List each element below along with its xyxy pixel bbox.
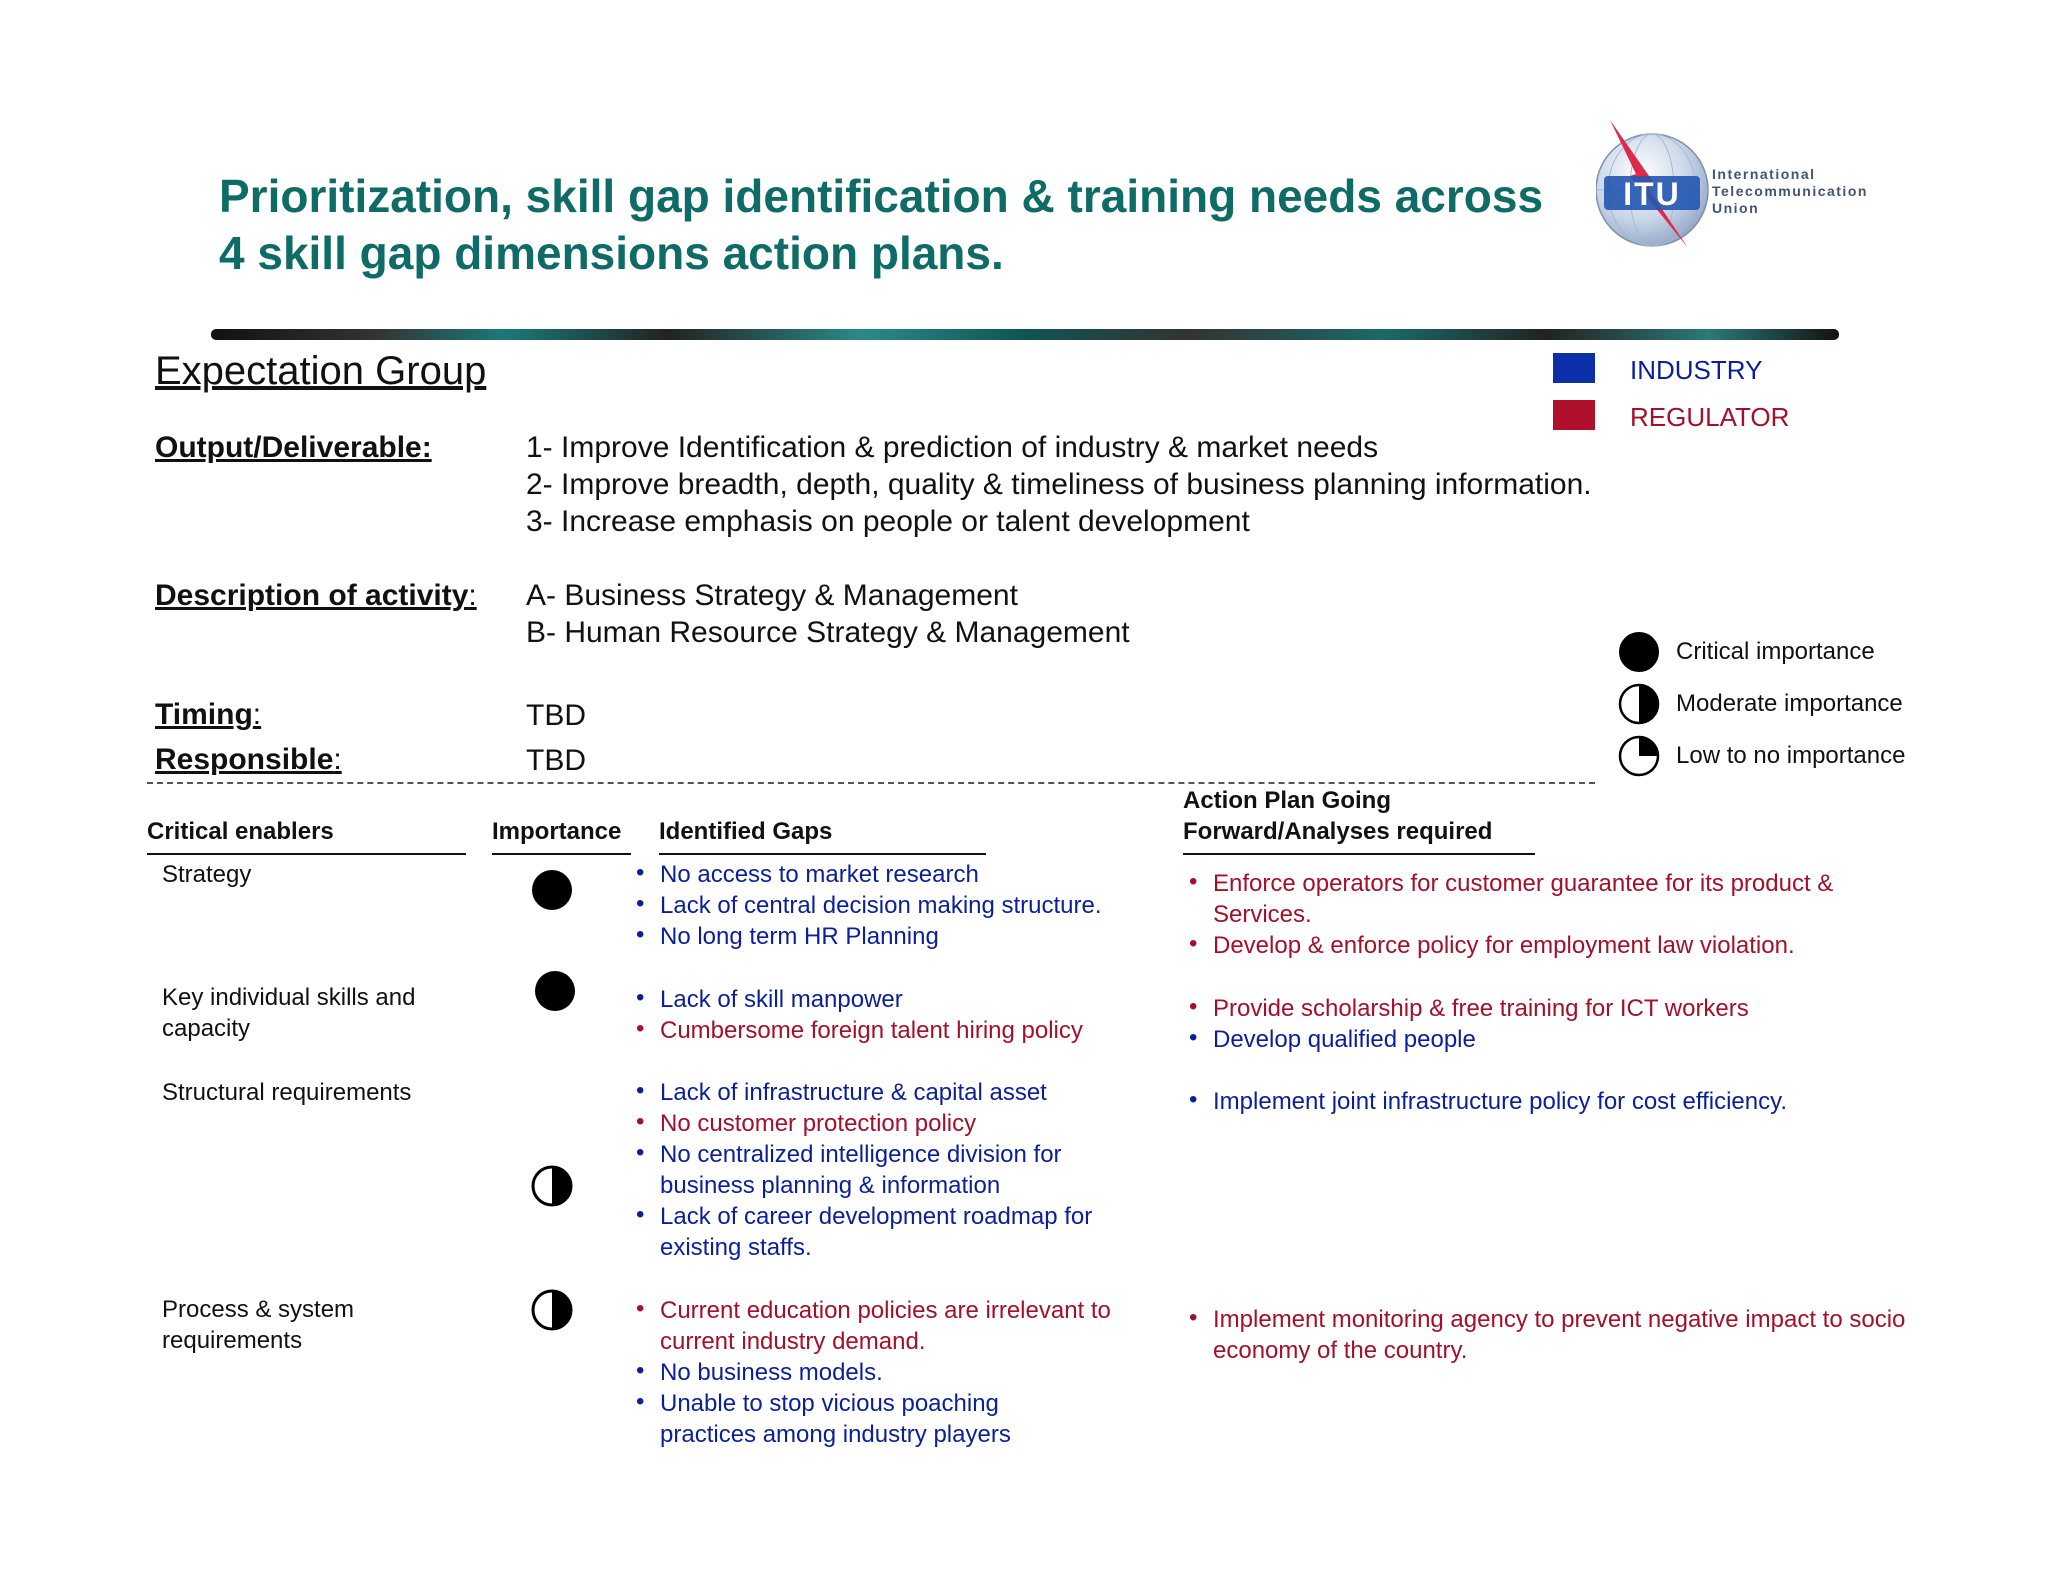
section-title: Expectation Group: [155, 349, 487, 393]
header-importance: Importance: [492, 818, 622, 845]
output-list: [526, 429, 1592, 540]
legend-industry-swatch: [1553, 353, 1595, 383]
page-title-line-2: 4 skill gap dimensions action plans.: [219, 227, 1004, 279]
description-item-b: B- Human Resource Strategy & Management: [526, 616, 1130, 649]
output-item-3: 3- Increase emphasis on people or talent development: [526, 505, 1250, 538]
actions-list-process-system-requirements: [1189, 1304, 1909, 1366]
enabler-key-individual-skills: Key individual skills and capacity: [162, 984, 416, 1042]
output-item-1: 1- Improve Identification & prediction of industry & market needs: [526, 431, 1379, 464]
output-item-2: 2- Improve breadth, depth, quality & timeliness of business planning information.: [526, 468, 1592, 501]
gap-item: • Lack of skill manpower: [636, 984, 1156, 1015]
actions-list-structural-requirements: [1189, 1086, 1909, 1117]
importance-legend-moderate-label: Moderate importance: [1676, 690, 1903, 717]
enabler-process-system-requirements: Process & system requirements: [162, 1296, 355, 1354]
header-rule-gaps: [659, 853, 986, 855]
gaps-list-strategy: [636, 859, 1156, 952]
logo-org-name: [1712, 166, 1868, 217]
legend-industry-label: INDUSTRY: [1630, 355, 1763, 385]
gaps-list-structural-requirements: [636, 1077, 1156, 1263]
timing-label-colon: :: [252, 698, 262, 731]
header-action-plan-line-1: Action Plan Going: [1183, 787, 1391, 814]
half-circle-icon: [530, 1288, 574, 1332]
gaps-list-process-system-requirements: [636, 1295, 1156, 1450]
full-circle-icon: [530, 868, 574, 912]
logo-name-line-1: International: [1712, 166, 1816, 182]
description-label-colon: :: [468, 579, 477, 612]
timing-label: [155, 698, 261, 732]
gap-item: • Current education policies are irrelevant to current industry demand.: [636, 1295, 1140, 1357]
importance-legend-critical-label: Critical importance: [1676, 638, 1875, 665]
page-title: [219, 168, 1599, 282]
gap-item: • Lack of infrastructure & capital asset: [636, 1077, 1156, 1108]
action-item: • Enforce operators for customer guarantee for its product & Services.: [1189, 868, 1909, 930]
importance-legend-moderate: [1618, 684, 2038, 724]
page-title-line-1: Prioritization, skill gap identification & training needs across: [219, 170, 1544, 222]
quarter-circle-icon: [1618, 735, 1660, 777]
importance-legend-low: [1618, 736, 2038, 776]
half-circle-icon: [1618, 683, 1660, 725]
header-identified-gaps: Identified Gaps: [659, 818, 833, 845]
timing-value: TBD: [526, 699, 586, 732]
responsible-label-colon: :: [333, 743, 342, 776]
header-rule-enablers: [147, 853, 466, 855]
full-circle-icon: [533, 969, 577, 1013]
gap-item: • Cumbersome foreign talent hiring policy: [636, 1015, 1156, 1046]
importance-legend-critical: [1618, 632, 2038, 672]
timing-label-text: Timing: [155, 698, 253, 731]
header-rule-importance: [492, 853, 631, 855]
gap-item: • No business models.: [636, 1357, 1156, 1388]
action-item: • Provide scholarship & free training for ICT workers: [1189, 993, 1909, 1024]
action-item: • Develop qualified people: [1189, 1024, 1909, 1055]
responsible-label-text: Responsible: [155, 743, 334, 776]
section-separator: [147, 782, 1595, 784]
responsible-value: TBD: [526, 744, 586, 777]
legend-regulator-swatch: [1553, 400, 1595, 430]
header-critical-enablers: Critical enablers: [147, 818, 334, 845]
action-item: • Develop & enforce policy for employment law violation.: [1189, 930, 1909, 961]
header-rule-action-plan: [1183, 853, 1535, 855]
description-item-a: A- Business Strategy & Management: [526, 579, 1018, 612]
gap-item: • No centralized intelligence division for business planning & information: [636, 1139, 1130, 1201]
gap-item: • No customer protection policy: [636, 1108, 1156, 1139]
enabler-structural-requirements: Structural requirements: [162, 1079, 412, 1106]
half-circle-icon: [530, 1164, 574, 1208]
gap-item: • No long term HR Planning: [636, 921, 1156, 952]
description-list: [526, 577, 1130, 651]
logo-name-line-3: Union: [1712, 200, 1760, 216]
logo-mark: ITU: [1623, 176, 1681, 212]
header-action-plan: [1183, 785, 1492, 847]
responsible-label: [155, 743, 342, 777]
gaps-list-key-individual-skills: [636, 984, 1156, 1046]
gap-item: • Lack of central decision making structure.: [636, 890, 1156, 921]
title-divider: [211, 329, 1839, 340]
full-circle-icon: [1618, 631, 1660, 673]
actions-list-key-individual-skills: [1189, 993, 1909, 1055]
importance-legend-low-label: Low to no importance: [1676, 742, 1906, 769]
header-action-plan-line-2: Forward/Analyses required: [1183, 818, 1493, 845]
description-label: [155, 579, 477, 613]
action-item: • Implement monitoring agency to prevent negative impact to socio economy of the country.: [1189, 1304, 1909, 1366]
description-label-text: Description of activity: [155, 579, 469, 612]
gap-item: • Lack of career development roadmap for existing staffs.: [636, 1201, 1130, 1263]
enabler-strategy: Strategy: [162, 861, 252, 888]
legend-regulator-label: REGULATOR: [1630, 402, 1790, 432]
actions-list-strategy: [1189, 868, 1909, 961]
action-item: • Implement joint infrastructure policy for cost efficiency.: [1189, 1086, 1909, 1117]
output-label: Output/Deliverable:: [155, 431, 432, 464]
gap-item: • No access to market research: [636, 859, 1156, 890]
gap-item: • Unable to stop vicious poaching practices among industry players: [636, 1388, 1080, 1450]
logo-name-line-2: Telecommunication: [1712, 183, 1868, 199]
